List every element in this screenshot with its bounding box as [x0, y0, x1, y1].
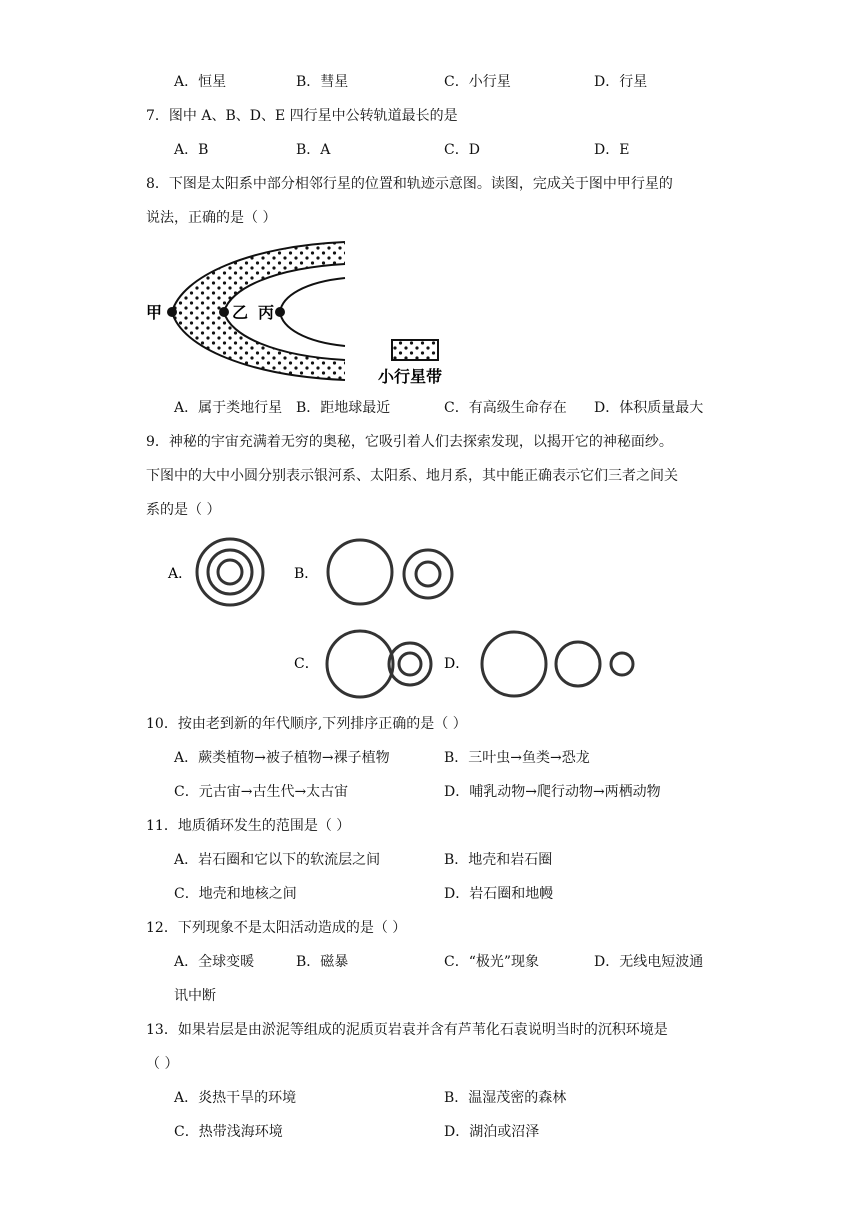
label-yi: 乙 [232, 303, 249, 322]
q12-stem: 12．下列现象不是太阳活动造成的是（ ） [146, 920, 407, 936]
q13-option-a: A．炎热干旱的环境 [174, 1090, 297, 1106]
q6-option-d: D．行星 [594, 74, 648, 90]
orbit-bing [280, 278, 345, 346]
q9-label-a: A． [168, 566, 193, 582]
q9-stem-line3: 系的是（ ） [146, 502, 221, 518]
q9-stem-line2: 下图中的大中小圆分别表示银河系、太阳系、地月系，其中能正确表示它们三者之间关 [146, 468, 678, 484]
q9-stem-line1: 9．神秘的宇宙充满着无穷的奥秘，它吸引着人们去探索发现，以揭开它的神秘面纱。 [146, 434, 673, 450]
planet-yi [219, 307, 229, 317]
q9-diagram-d [482, 632, 633, 696]
q6-option-a: A．恒星 [174, 74, 227, 90]
q8-option-d: D．体积质量最大 [594, 400, 704, 416]
planet-bing [275, 307, 285, 317]
q9-circles-figure [160, 530, 660, 720]
q8-option-c: C．有高级生命存在 [444, 400, 567, 416]
q7-stem: 7．图中 A、B、D、E 四行星中公转轨道最长的是 [146, 108, 458, 124]
q11-option-a: A．岩石圈和它以下的软流层之间 [174, 852, 381, 868]
q7-option-d: D．E [594, 142, 630, 158]
q7-option-a: A．B [174, 142, 209, 158]
q12-option-d: D．无线电短波通 [594, 954, 704, 970]
q9-diagram-a [197, 539, 263, 605]
q13-stem-line1: 13．如果岩层是由淤泥等组成的泥质页岩袁并含有芦苇化石袁说明当时的沉积环境是 [146, 1022, 668, 1038]
q12-option-b: B．磁暴 [296, 954, 349, 970]
q7-option-b: B．A [296, 142, 331, 158]
legend-swatch [392, 340, 438, 360]
q6-option-c: C．小行星 [444, 74, 511, 90]
q9-label-b: B． [294, 566, 319, 582]
q13-option-c: C．热带浅海环境 [174, 1124, 283, 1140]
q10-option-d: D．哺乳动物→爬行动物→两栖动物 [444, 784, 661, 800]
q9-diagram-c [327, 631, 431, 697]
planet-jia [167, 307, 177, 317]
q9-diagram-b [328, 540, 452, 604]
q8-option-b: B．距地球最近 [296, 400, 391, 416]
q13-stem-line2: （ ） [146, 1056, 179, 1072]
q8-stem-line2: 说法，正确的是（ ） [146, 210, 277, 226]
q9-label-d: D． [444, 656, 470, 672]
q11-option-b: B．地壳和岩石圈 [444, 852, 553, 868]
q8-stem-line1: 8．下图是太阳系中部分相邻行星的位置和轨迹示意图。读图，完成关于图中甲行星的 [146, 176, 673, 192]
label-bing: 丙 [258, 303, 275, 322]
label-jia: 甲 [146, 303, 163, 322]
q12-option-a: A．全球变暖 [174, 954, 255, 970]
q12-option-c: C．“极光”现象 [444, 954, 540, 970]
q9-label-c: C． [294, 656, 319, 672]
q10-option-b: B．三叶虫→鱼类→恐龙 [444, 750, 590, 766]
q13-option-d: D．湖泊或沼泽 [444, 1124, 540, 1140]
q11-stem: 11．地质循环发生的范围是（ ） [146, 818, 351, 834]
q12-option-d-continuation: 讯中断 [174, 988, 216, 1004]
legend-label: 小行星带 [378, 367, 443, 386]
q8-orbit-figure [140, 236, 460, 386]
q10-option-a: A．蕨类植物→被子植物→裸子植物 [174, 750, 390, 766]
q10-stem: 10．按由老到新的年代顺序,下列排序正确的是（ ） [146, 716, 467, 732]
q6-option-b: B．彗星 [296, 74, 349, 90]
q8-option-a: A．属于类地行星 [174, 400, 283, 416]
q10-option-c: C．元古宙→古生代→太古宙 [174, 784, 349, 800]
q13-option-b: B．温湿茂密的森林 [444, 1090, 567, 1106]
q7-option-c: C．D [444, 142, 480, 158]
q11-option-d: D．岩石圈和地幔 [444, 886, 554, 902]
q11-option-c: C．地壳和地核之间 [174, 886, 297, 902]
